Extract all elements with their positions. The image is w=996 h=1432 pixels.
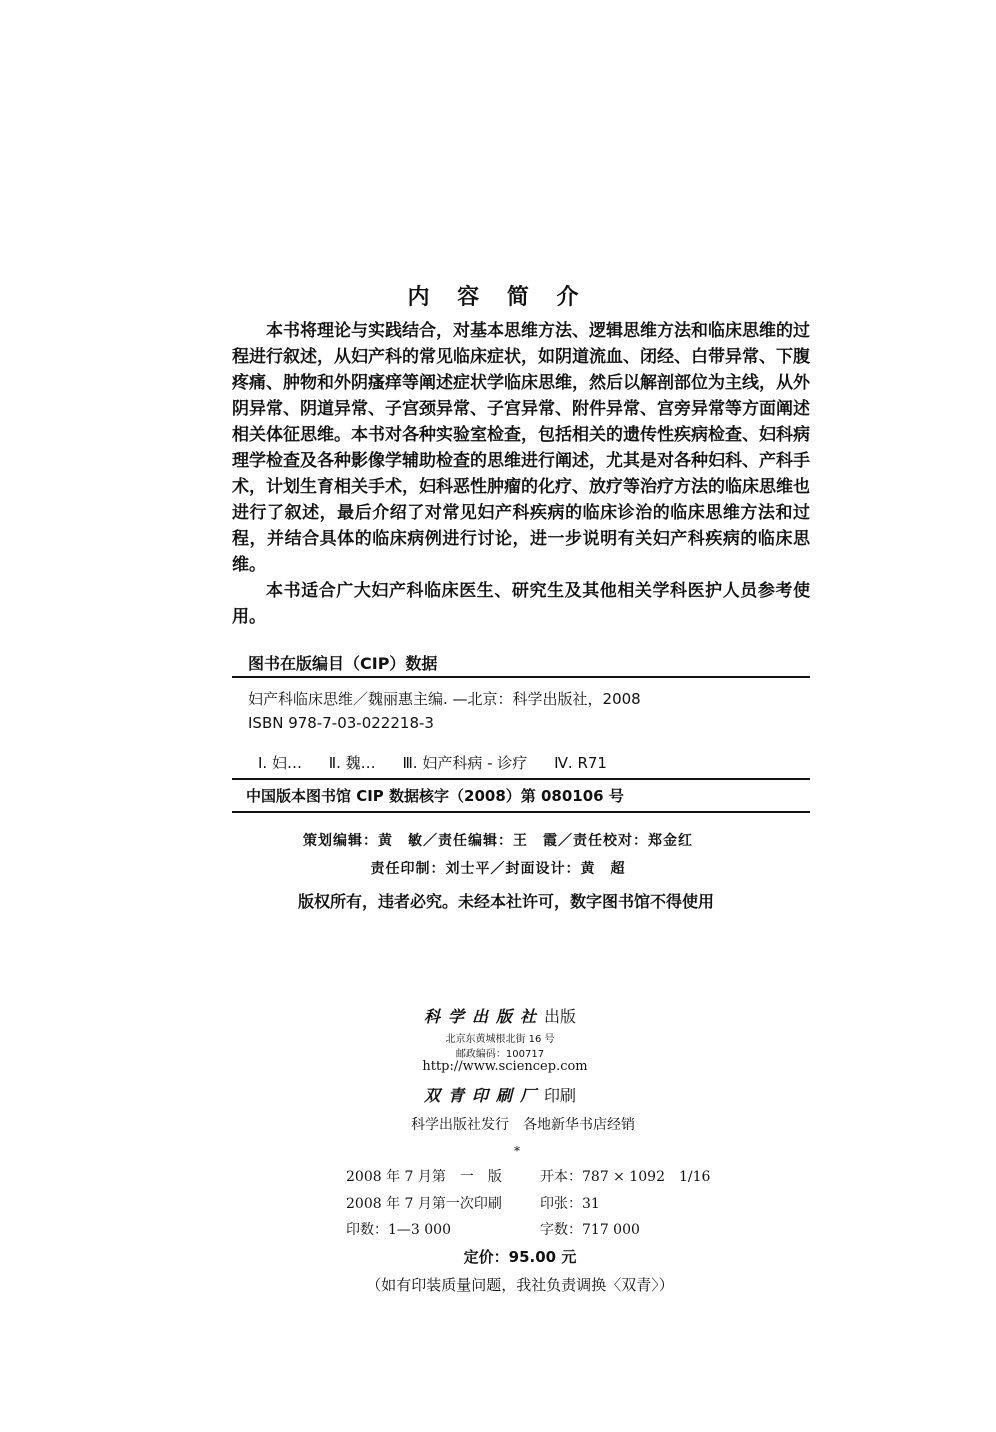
printer-name: 双青印刷厂 bbox=[423, 1086, 544, 1105]
distribution: 科学出版社发行 各地新华书店经销 bbox=[411, 1117, 635, 1133]
separator-star: * bbox=[514, 1144, 520, 1158]
cip-category: Ⅰ. 妇… bbox=[258, 754, 302, 772]
divider bbox=[232, 811, 810, 813]
credits-line-2: 责任印制：刘士平／封面设计：黄 超 bbox=[370, 861, 626, 877]
rights-notice: 版权所有，违者必究。未经本社许可，数字图书馆不得使用 bbox=[298, 892, 715, 911]
cip-category: Ⅳ. R71 bbox=[554, 754, 607, 772]
summary-paragraph: 本书适合广大妇产科临床医生、研究生及其他相关学科医护人员参考使用。 bbox=[232, 581, 810, 627]
spec-edition: 2008 年 7 月第 一 版 bbox=[346, 1169, 502, 1185]
cip-check-number: 中国版本图书馆 CIP 数据核字（2008）第 080106 号 bbox=[246, 787, 624, 805]
publisher-postcode: 邮政编码：100717 bbox=[455, 1049, 545, 1060]
divider bbox=[232, 778, 810, 780]
spec-sheets: 印张：31 bbox=[540, 1196, 600, 1212]
spec-printing: 2008 年 7 月第一次印刷 bbox=[346, 1196, 502, 1212]
cip-categories bbox=[258, 752, 629, 773]
summary-body bbox=[232, 318, 810, 630]
publisher-name: 科学出版社 bbox=[423, 1007, 544, 1026]
cip-category: Ⅱ. 魏… bbox=[328, 754, 376, 772]
summary-title: 内 容 简 介 bbox=[407, 285, 589, 310]
divider bbox=[232, 676, 810, 678]
cip-title-line: 妇产科临床思维／魏丽惠主编. —北京：科学出版社，2008 bbox=[248, 690, 641, 708]
cip-heading: 图书在版编目（CIP）数据 bbox=[248, 654, 438, 673]
credits-line-1: 策划编辑：黄 敏／责任编辑：王 霞／责任校对：郑金红 bbox=[303, 833, 693, 849]
spec-word-count: 字数：717 000 bbox=[540, 1222, 640, 1238]
printer-role: 印刷 bbox=[544, 1086, 577, 1105]
cip-category: Ⅲ. 妇产科病 - 诊疗 bbox=[402, 754, 528, 772]
price: 定价：95.00 元 bbox=[463, 1248, 577, 1266]
quality-note: （如有印装质量问题，我社负责调换〈双青〉） bbox=[366, 1276, 674, 1294]
spec-format: 开本：787 × 1092 1/16 bbox=[540, 1169, 711, 1185]
printer-line bbox=[0, 1083, 996, 1106]
spec-print-run: 印数：1—3 000 bbox=[346, 1222, 451, 1238]
summary-paragraph: 本书将理论与实践结合，对基本思维方法、逻辑思维方法和临床思维的过程进行叙述，从妇产科的常见临床症状，如阴道流血、闭经、白带异常、下腹疼痛、肿物和外阴瘙痒等阐述症状学临床思维，然后以解剖部位为主线，从外阴异常、阴道异常、子宫颈异常、子宫异常、附件异常、宫旁异常等方面阐述相关体征思维。本书对各种实验室检查，包括相关的遗传性疾病检查、妇科病理学检查及各种影像学辅助检查的思维进行阐述，尤其是对各种妇科、产科手术，计划生育相关手术，妇科恶性肿瘤的化疗、放疗等治疗方法的临床思维也进行了叙述，最后介绍了对常见妇产科疾病的临床诊治的临床思维方法和过程，并结合具体的临床病例进行讨论，进一步说明有关妇产科疾病的临床思维。 bbox=[232, 321, 810, 575]
publisher-line bbox=[0, 1004, 996, 1027]
cip-isbn: ISBN 978-7-03-022218-3 bbox=[248, 714, 434, 732]
publisher-role: 出版 bbox=[544, 1007, 577, 1026]
publisher-url: http://www.sciencep.com bbox=[422, 1059, 588, 1074]
publisher-address: 北京东黄城根北街 16 号 bbox=[445, 1034, 555, 1045]
